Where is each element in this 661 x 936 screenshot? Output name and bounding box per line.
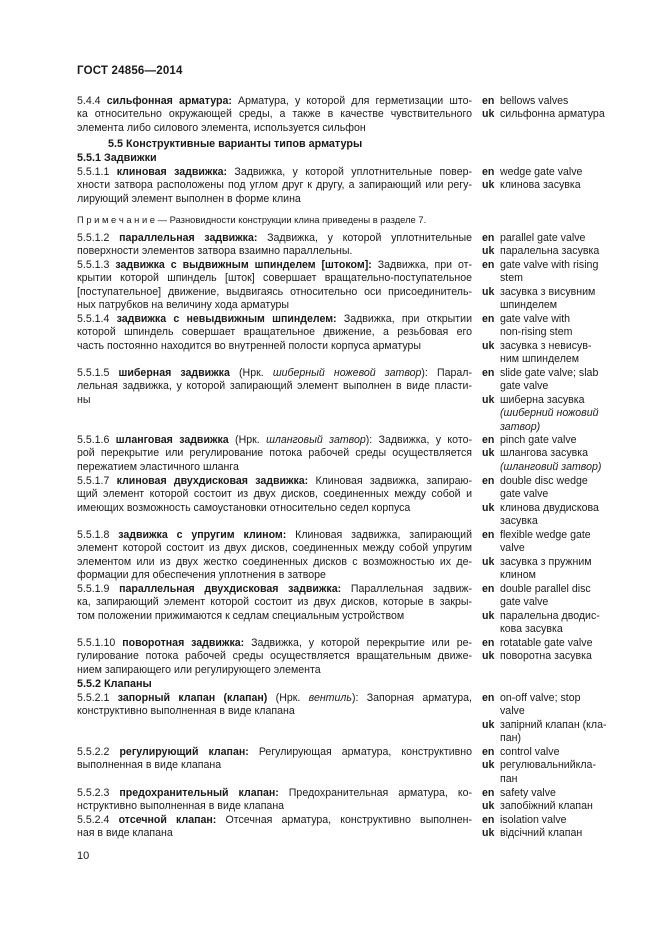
translation-text: паралельна дводис-	[500, 609, 600, 622]
definition-line	[77, 827, 472, 840]
language-code: en	[482, 166, 495, 178]
definition-line	[77, 286, 472, 299]
definition-text: Задвижка, при от-	[371, 259, 472, 271]
section-heading: 5.5.2 Клапаны	[77, 678, 152, 690]
definition-line	[77, 166, 472, 179]
definition-text: 5.5.1.3	[77, 259, 116, 271]
definition-line	[77, 569, 472, 582]
definition-text: 5.5.2.1	[77, 692, 118, 704]
translation-text: gate valve	[500, 488, 549, 501]
note	[77, 214, 426, 225]
definition-text: Регулирующая арматура, конструктивно	[248, 746, 472, 758]
language-code: uk	[482, 759, 495, 772]
translation-text: gate valve	[500, 596, 549, 609]
language-code: uk	[482, 245, 495, 258]
definition-line	[77, 529, 472, 542]
definition-line	[77, 664, 472, 677]
language-code: uk	[482, 447, 495, 460]
translation-text: slide gate valve; slab	[500, 367, 599, 379]
language-code: uk	[482, 800, 495, 813]
translation-text: затвор)	[500, 420, 541, 433]
translation-line	[482, 515, 642, 528]
translation-text: запірний клапан (кла-	[500, 718, 607, 731]
translation-line	[482, 245, 642, 258]
language-code: en	[482, 746, 495, 758]
language-code: en	[482, 475, 495, 487]
translation-text: запобіжний клапан	[500, 800, 593, 813]
translation-line	[482, 692, 642, 705]
translation-text: засувка з пружним	[500, 555, 592, 568]
translation-text: регулювальнийкла-	[500, 759, 596, 772]
translation-text: pinch gate valve	[500, 434, 577, 446]
definition-line	[77, 556, 472, 569]
definition-text: 5.5.2.4	[77, 814, 119, 826]
term-translations	[482, 367, 642, 434]
definition-line	[77, 122, 472, 135]
translation-text: rotatable gate valve	[500, 637, 593, 649]
translation-text: пан)	[500, 732, 522, 745]
translation-line	[482, 502, 642, 515]
definition-line	[77, 461, 472, 474]
definition-line	[77, 367, 472, 380]
definition-text: лирующий элемент выполнен в форме клина	[77, 192, 301, 205]
definition-line	[77, 193, 472, 206]
term-name: параллельная задвижка:	[119, 232, 258, 244]
translation-text: кова засувка	[500, 623, 563, 636]
definition-text: ): Задвижка, у кото-	[365, 434, 472, 446]
definition-text: ): Запорная арматура,	[351, 692, 472, 704]
definition-text: 5.5.2.3	[77, 787, 120, 799]
language-code: en	[482, 692, 495, 704]
term-name: шиберная задвижка	[118, 367, 230, 379]
translation-line	[482, 583, 642, 596]
definition-text: Задвижка, у которой перекрытие или ре-	[244, 637, 472, 649]
translation-text: valve	[500, 705, 525, 718]
translation-line	[482, 529, 642, 542]
term-translations	[482, 814, 642, 841]
translation-text: шпинделем	[500, 299, 558, 312]
page-number: 10	[77, 850, 90, 862]
translation-text: клином	[500, 569, 536, 582]
definition-text: 5.4.4	[77, 95, 107, 107]
translation-text: gate valve with	[500, 313, 571, 325]
term-translations	[482, 232, 642, 259]
definition-line	[77, 488, 472, 501]
term-translations	[482, 583, 642, 637]
translation-text: control valve	[500, 746, 560, 758]
definition-text: ны	[77, 393, 91, 406]
translation-line	[482, 340, 642, 353]
term-definition	[77, 787, 472, 814]
definition-line	[77, 502, 472, 515]
definition-line	[77, 637, 472, 650]
term-name: сильфонная арматура:	[106, 95, 232, 107]
translation-line	[482, 759, 642, 772]
translation-line	[482, 286, 642, 299]
translation-text: сильфонна арматура	[500, 108, 605, 121]
term-name: клиновая двухдисковая задвижка:	[116, 475, 309, 487]
translation-line	[482, 179, 642, 192]
definition-text: 5.5.2.2	[77, 746, 120, 758]
deprecated-term: шиберный ножевой затвор	[272, 367, 422, 379]
definition-text: элемента либо силового элемента, используется сильфон	[77, 121, 366, 134]
definition-text: элементом или из двух жестко соединенных дисков с возможностью их де-	[77, 555, 472, 568]
definition-text: рой перекрытие или регулирование потока рабочей среды осуществляется	[77, 447, 472, 460]
term-definition	[77, 814, 472, 841]
translation-text: засувка	[500, 515, 538, 528]
translation-text: (шланговий затвор)	[500, 460, 602, 473]
definition-line	[77, 299, 472, 312]
definition-text: которой шпиндель совершает вращательное движение, а резьбовая его	[77, 326, 472, 339]
translation-text: ним шпинделем	[500, 353, 580, 366]
definition-line	[77, 814, 472, 827]
definition-text: ная в виде клапана	[77, 827, 173, 840]
definition-text: 5.5.1.8	[77, 529, 119, 541]
definition-text: крытии которой шпиндель [шток] совершает вращательно-поступательное	[77, 272, 472, 285]
language-code: en	[482, 814, 495, 826]
language-code: en	[482, 259, 495, 271]
translation-text: flexible wedge gate	[500, 529, 591, 541]
term-definition	[77, 529, 472, 583]
term-name: поворотная задвижка:	[122, 637, 245, 649]
language-code: en	[482, 583, 495, 595]
translation-line	[482, 394, 642, 407]
translation-line	[482, 272, 642, 285]
definition-text: 5.5.1.6	[77, 434, 116, 446]
translation-line	[482, 447, 642, 460]
term-definition	[77, 313, 472, 353]
translation-line	[482, 650, 642, 663]
language-code: en	[482, 232, 495, 244]
translation-line	[482, 166, 642, 179]
definition-text: нструктивно выполненная в виде клапана	[77, 800, 285, 813]
definition-text: конструктивно выполненная в виде клапана	[77, 705, 295, 718]
term-translations	[482, 746, 642, 786]
definition-text: щий элемент которой состоит из двух дисков, соединенных между собой и	[77, 488, 472, 501]
definition-text: 5.5.1.1	[77, 166, 117, 178]
language-code: en	[482, 787, 495, 799]
language-code: en	[482, 313, 495, 325]
section-heading: 5.5.1 Задвижки	[77, 152, 157, 164]
definition-line	[77, 705, 472, 718]
term-definition	[77, 746, 472, 773]
translation-line	[482, 827, 642, 840]
translation-line	[482, 367, 642, 380]
term-translations	[482, 166, 642, 193]
translation-text: поворотна засувка	[500, 650, 592, 663]
definition-text: 5.5.1.7	[77, 475, 117, 487]
translation-line	[482, 746, 642, 759]
definition-line	[77, 447, 472, 460]
language-code: en	[482, 367, 495, 379]
term-definition	[77, 434, 472, 474]
translation-line	[482, 232, 642, 245]
definition-text: формации для обеспечения уплотнения в затворе	[77, 569, 326, 582]
translation-line	[482, 434, 642, 447]
term-name: регулирующий клапан:	[119, 746, 249, 758]
definition-text: ): Парал-	[421, 367, 472, 379]
definition-text: Параллельная задвиж-	[341, 583, 472, 595]
definition-line	[77, 259, 472, 272]
term-definition	[77, 637, 472, 677]
translation-text: клинова засувка	[500, 179, 581, 192]
term-name: отсечной клапан:	[118, 814, 217, 826]
definition-line	[77, 272, 472, 285]
definition-text: (Нрк.	[228, 434, 267, 446]
translation-line	[482, 800, 642, 813]
translation-line	[482, 108, 642, 121]
definition-line	[77, 245, 472, 258]
language-code: en	[482, 95, 495, 107]
translation-line	[482, 259, 642, 272]
definition-text: элемент которой состоит из двух дисков, соединенных между собой упругим	[77, 542, 472, 555]
term-name: клиновая задвижка:	[116, 166, 228, 178]
language-code: uk	[482, 339, 495, 352]
translation-line	[482, 421, 642, 434]
term-translations	[482, 787, 642, 814]
deprecated-term: вентиль	[308, 692, 352, 704]
translation-line	[482, 732, 642, 745]
translation-line	[482, 637, 642, 650]
translation-text: засувка з висувним	[500, 285, 596, 298]
term-translations	[482, 475, 642, 529]
definition-text: нием запирающего или регулирующего элемента	[77, 663, 321, 676]
language-code: en	[482, 637, 495, 649]
language-code: uk	[482, 555, 495, 568]
translation-text: non-rising stem	[500, 326, 573, 339]
language-code: uk	[482, 393, 495, 406]
translation-line	[482, 787, 642, 800]
translation-text: stem	[500, 272, 523, 285]
translation-line	[482, 488, 642, 501]
definition-text: (Нрк.	[267, 692, 309, 704]
translation-text: gate valve with rising	[500, 259, 599, 271]
translation-text: пан	[500, 772, 518, 785]
translation-line	[482, 407, 642, 420]
translation-line	[482, 313, 642, 326]
definition-line	[77, 179, 472, 192]
language-code: uk	[482, 285, 495, 298]
translation-text: відсічний клапан	[500, 827, 583, 840]
document-header: ГОСТ 24856—2014	[77, 65, 183, 77]
definition-line	[77, 95, 472, 108]
translation-line	[482, 556, 642, 569]
definition-line	[77, 692, 472, 705]
term-definition	[77, 259, 472, 313]
definition-line	[77, 434, 472, 447]
term-translations	[482, 637, 642, 664]
definition-text: ных патрубков на величину хода арматуры	[77, 299, 290, 312]
definition-text: Задвижка, при открытии	[336, 313, 472, 325]
language-code: uk	[482, 718, 495, 731]
translation-text: шлангова засувка	[500, 447, 589, 460]
translation-text: (шиберний ножовий	[500, 407, 599, 420]
language-code: en	[482, 434, 495, 446]
definition-text: 5.5.1.2	[77, 232, 120, 244]
definition-text: ка, запирающий элемент которой состоит из двух дисков, которые в закры-	[77, 596, 472, 609]
term-translations	[482, 259, 642, 313]
term-definition	[77, 367, 472, 407]
term-definition	[77, 232, 472, 259]
term-definition	[77, 95, 472, 135]
definition-text: Клиновая задвижка, запирающий	[286, 529, 472, 541]
definition-line	[77, 759, 472, 772]
definition-text: 5.5.1.10	[77, 637, 123, 649]
section-heading: 5.5 Конструктивные варианты типов арматуры	[108, 138, 363, 150]
translation-text: gate valve	[500, 380, 549, 393]
definition-line	[77, 340, 472, 353]
translation-line	[482, 542, 642, 555]
translation-line	[482, 326, 642, 339]
definition-line	[77, 394, 472, 407]
term-name: шланговая задвижка	[115, 434, 229, 446]
translation-line	[482, 569, 642, 582]
term-name: предохранительный клапан:	[119, 787, 279, 799]
term-translations	[482, 529, 642, 583]
definition-line	[77, 108, 472, 121]
definition-text: 5.5.1.4	[77, 313, 117, 325]
translation-line	[482, 814, 642, 827]
definition-text: Клиновая задвижка, запираю-	[308, 475, 472, 487]
term-translations	[482, 313, 642, 367]
translation-text: double parallel disc	[500, 583, 591, 595]
translation-line	[482, 623, 642, 636]
language-code: uk	[482, 650, 495, 663]
term-translations	[482, 434, 642, 474]
term-definition	[77, 475, 472, 515]
term-name: задвижка с упругим клином:	[118, 529, 287, 541]
definition-line	[77, 787, 472, 800]
term-name: параллельная двухдисковая задвижка:	[119, 583, 342, 595]
definition-text: поверхности элементов затвора взаимно параллельны.	[77, 245, 353, 258]
translation-text: паралельна засувка	[500, 245, 600, 258]
language-code: uk	[482, 108, 495, 121]
definition-text: Арматура, у которой для герметизации што-	[231, 95, 472, 107]
definition-line	[77, 800, 472, 813]
term-definition	[77, 583, 472, 623]
definition-text: Задвижка, у которой уплотнительные	[257, 232, 472, 244]
definition-line	[77, 232, 472, 245]
translation-line	[482, 95, 642, 108]
definition-line	[77, 326, 472, 339]
definition-text: пережатием эластичного шланга	[77, 460, 239, 473]
language-code: uk	[482, 609, 495, 622]
definition-line	[77, 650, 472, 663]
definition-text: имеющих возможность самоустановки относительно седел корпуса	[77, 501, 411, 514]
translation-line	[482, 719, 642, 732]
translation-text: клинова двудискова	[500, 501, 599, 514]
translation-text: bellows valves	[500, 95, 569, 107]
definition-text: Отсечная арматура, конструктивно выполнен-	[216, 814, 472, 826]
translation-text: double disc wedge	[500, 475, 588, 487]
language-code: en	[482, 529, 495, 541]
translation-text: шиберна засувка	[500, 393, 585, 406]
definition-text: гулирование потока рабочей среды осуществляется вращательным движе-	[77, 650, 472, 663]
language-code: uk	[482, 179, 495, 192]
note-text: — Разновидности конструкции клина приведены в разделе 7.	[155, 214, 427, 225]
definition-text: (Нрк.	[229, 367, 273, 379]
definition-line	[77, 313, 472, 326]
definition-line	[77, 746, 472, 759]
definition-line	[77, 596, 472, 609]
definition-line	[77, 583, 472, 596]
term-translations	[482, 692, 642, 746]
definition-text: выполненная в виде клапана	[77, 759, 222, 772]
term-definition	[77, 166, 472, 206]
definition-line	[77, 542, 472, 555]
definition-line	[77, 610, 472, 623]
term-definition	[77, 692, 472, 719]
translation-line	[482, 596, 642, 609]
definition-text: 5.5.1.5	[77, 367, 119, 379]
definition-text: часть постоянно находится во внутренней полости корпуса арматуры	[77, 339, 422, 352]
definition-text: Задвижка, у которой уплотнительные повер-	[227, 166, 472, 178]
translation-text: on-off valve; stop	[500, 692, 581, 704]
translation-text: safety valve	[500, 787, 556, 799]
deprecated-term: шланговый затвор	[266, 434, 366, 446]
term-name: задвижка с выдвижным шпинделем [штоком]:	[115, 259, 372, 271]
definition-text: Предохранительная арматура, ко-	[278, 787, 472, 799]
translation-line	[482, 380, 642, 393]
definition-text: [поступательное] движение, выдвигаясь относительно оси присоединитель-	[77, 285, 472, 298]
translation-line	[482, 705, 642, 718]
term-name: запорный клапан (клапан)	[117, 692, 268, 704]
definition-text: 5.5.1.9	[77, 583, 120, 595]
translation-line	[482, 475, 642, 488]
definition-text: лельная задвижка, у которой запирающий элемент выполнен в виде пласти-	[77, 380, 472, 393]
translation-text: valve	[500, 542, 525, 555]
language-code: uk	[482, 501, 495, 514]
translation-text: parallel gate valve	[500, 232, 586, 244]
language-code: uk	[482, 827, 495, 840]
definition-line	[77, 475, 472, 488]
term-translations	[482, 95, 642, 122]
definition-text: хности затвора расположены под углом друг к другу, а запирающий или регу-	[77, 179, 472, 192]
definition-text: ка относительно окружающей среды, а также в качестве чувствительного	[77, 108, 472, 121]
note-label: П р и м е ч а н и е	[77, 214, 156, 225]
translation-text: wedge gate valve	[500, 166, 583, 178]
definition-line	[77, 380, 472, 393]
translation-line	[482, 299, 642, 312]
term-name: задвижка с невыдвижным шпинделем:	[116, 313, 337, 325]
translation-text: isolation valve	[500, 814, 567, 826]
translation-line	[482, 610, 642, 623]
definition-text: том положении прижимаются к седлам специальным устройством	[77, 609, 405, 622]
translation-line	[482, 353, 642, 366]
translation-line	[482, 461, 642, 474]
translation-text: засувка з невисув-	[500, 339, 592, 352]
translation-line	[482, 773, 642, 786]
